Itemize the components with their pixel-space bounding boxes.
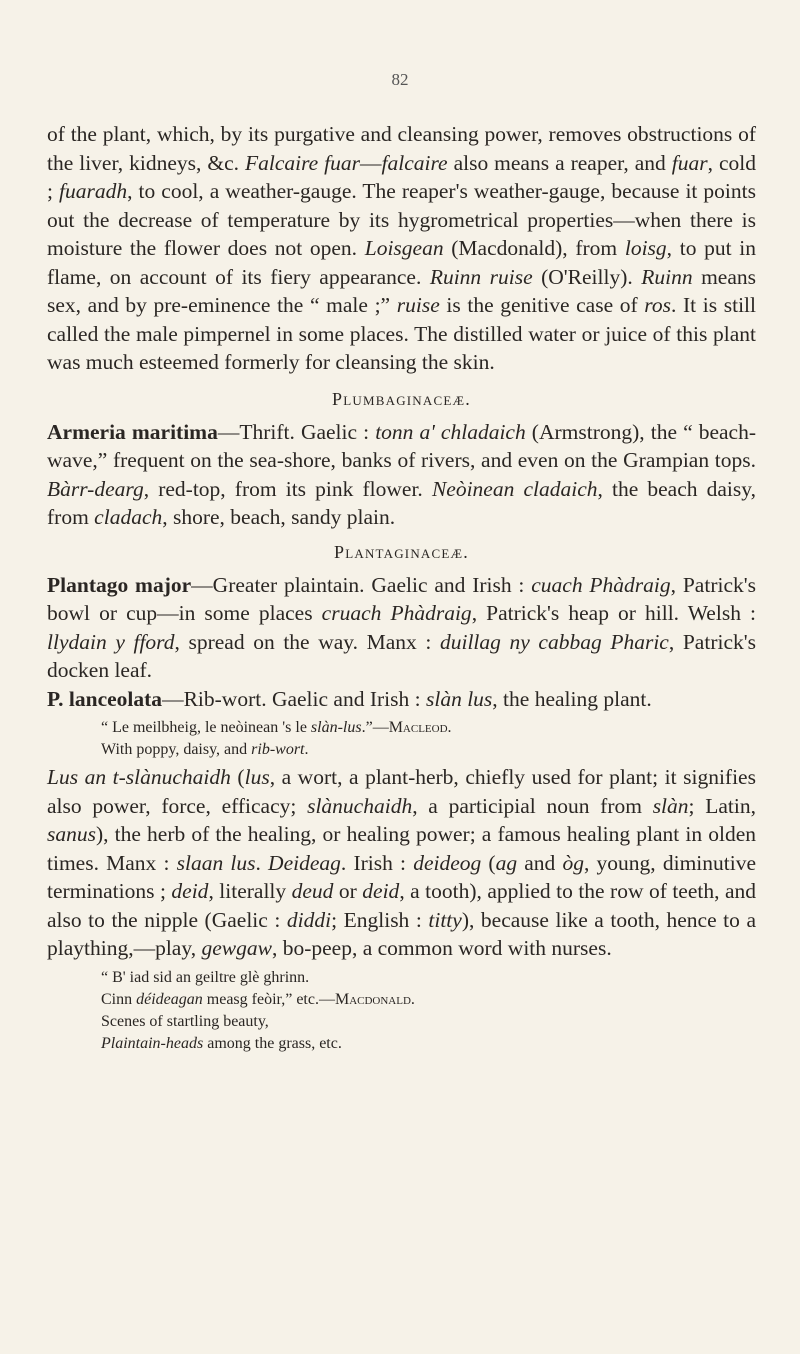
text: , literally <box>208 879 292 903</box>
text: , to cool, a weather-gauge. The reaper's weather-gauge, because it points out the decrease of temperature by its hygrometrical properties—when there is moisture the flower does not open. <box>47 179 756 260</box>
text: , Patrick's heap or hill. Welsh : <box>471 601 756 625</box>
gaelic-term: ag <box>495 850 518 875</box>
paragraph-pimpernel <box>47 120 756 377</box>
section-heading-plumbaginaceae: Plumbaginaceæ. <box>332 388 471 409</box>
gaelic-term: slànuchaidh <box>307 793 413 818</box>
text: , bo-peep, a common word with nurses. <box>271 936 612 960</box>
gaelic-term: tonn a' chladaich <box>375 419 526 444</box>
paragraph-lus-an-tslanuchaidh <box>47 763 756 963</box>
section-heading-plantaginaceae: Plantaginaceæ. <box>334 541 469 562</box>
gaelic-term: gewgaw <box>201 936 272 960</box>
species-name: P. lanceolata <box>47 686 163 711</box>
gaelic-term: loisg <box>624 236 667 260</box>
gaelic-term: Plaintain-heads <box>101 1034 204 1052</box>
text: , Patrick's docken leaf. <box>47 629 756 682</box>
gaelic-term: déideagan <box>136 990 203 1008</box>
gaelic-term: duillag ny cabbag Pharic <box>439 629 669 654</box>
text: also means a reaper, and <box>447 150 672 175</box>
quote-line <box>101 1033 756 1055</box>
gaelic-term: slàn-lus <box>310 719 362 736</box>
text: (Armstrong), the “ beach-wave,” frequent on the sea-shore, banks of rivers, and even on the Grampian tops. <box>47 419 756 472</box>
text: ( <box>481 850 496 875</box>
text: —Greater plaintain. Gaelic and Irish : <box>191 572 532 597</box>
text: or <box>333 879 363 903</box>
text: Cinn <box>101 990 137 1008</box>
gaelic-term: cladach <box>94 505 163 529</box>
gaelic-term: cruach Phàdraig <box>321 601 472 625</box>
paragraph-plantago-major <box>47 571 756 685</box>
text: , spread on the way. Manx : <box>174 629 440 654</box>
gaelic-term: llydain y fford <box>47 629 175 654</box>
text: , a participial noun from <box>412 793 653 818</box>
gaelic-term: fuar <box>671 150 708 175</box>
text: , the beach daisy, from <box>47 476 757 529</box>
text: — <box>360 150 382 175</box>
text: , young, diminutive terminations ; <box>47 850 757 903</box>
text: is the genitive case of <box>439 293 645 317</box>
species-name: Plantago major <box>47 572 192 597</box>
text: among the grass, etc. <box>203 1034 342 1052</box>
text: , Patrick's bowl or cup—in some places <box>47 572 756 625</box>
gaelic-term: Neòinean cladaich <box>431 476 598 501</box>
quote-line <box>101 989 756 1011</box>
attribution: Macdonald. <box>334 990 415 1008</box>
quote-line <box>101 717 756 739</box>
gaelic-term: slàn lus <box>425 686 493 711</box>
gaelic-term: ros <box>644 293 671 317</box>
quote-line <box>101 739 756 761</box>
text: —Thrift. Gaelic : <box>217 419 376 444</box>
text: , the healing plant. <box>492 686 652 711</box>
quote-line: “ B' iad sid an geiltre glè ghrinn. <box>101 968 310 986</box>
text: (Macdonald), from <box>443 236 625 260</box>
text: and <box>517 850 563 875</box>
text: , cold ; <box>47 150 756 203</box>
text: ; English : <box>331 907 429 932</box>
text: measg feòir,” etc.— <box>202 990 335 1008</box>
gaelic-term: Loisgean <box>364 236 444 260</box>
gaelic-term: Deideag <box>268 850 341 875</box>
text: ( <box>230 765 245 789</box>
text: ), because like a tooth, hence to a plaything,—play, <box>47 907 756 960</box>
text: of the plant, which, by its purgative and cleansing power, removes obstructions of the liver, kidneys, &c. <box>47 122 756 175</box>
gaelic-term: deud <box>291 879 334 903</box>
gaelic-term: deideog <box>413 850 482 875</box>
gaelic-term: Lus an t-slànuchaidh <box>47 765 231 789</box>
text: . It is still called the male pimpernel in some places. The distilled water or juice of this plant was much esteemed formerly for cleansing the skin. <box>47 293 756 374</box>
text: (O'Reilly). <box>532 264 642 289</box>
text: ), the herb of the healing, or healing power; a famous healing plant in olden times. Manx : <box>47 822 756 875</box>
species-name: Armeria maritima <box>47 419 218 444</box>
quotation-macleod <box>101 717 756 761</box>
gaelic-term: Ruinn <box>641 264 693 289</box>
gaelic-term: sanus <box>47 822 96 846</box>
gaelic-term: òg <box>562 850 584 875</box>
gaelic-term: ruise <box>396 293 440 317</box>
gaelic-term: deid <box>362 879 400 903</box>
gaelic-term: Ruinn ruise <box>429 264 533 289</box>
text: .”— <box>361 719 389 736</box>
text: ; Latin, <box>688 793 756 818</box>
gaelic-term: deid <box>171 879 209 903</box>
text: , a wort, a plant-herb, chiefly used for plant; it signifies also power, force, efficacy; <box>47 765 756 818</box>
quotation-macdonald <box>101 967 756 1055</box>
text: , to put in flame, on account of its fiery appearance. <box>47 236 757 289</box>
text: . Irish : <box>340 850 414 875</box>
gaelic-term: cuach Phàdraig <box>531 572 671 597</box>
page-number: 82 <box>391 70 409 89</box>
gaelic-term: rib-wort <box>251 741 305 758</box>
text: . <box>255 850 269 875</box>
paragraph-armeria <box>47 418 756 532</box>
gaelic-term: fuaradh <box>59 179 128 203</box>
text: . <box>304 741 309 758</box>
text: , a tooth), applied to the row of teeth, and also to the nipple (Gaelic : <box>47 879 757 932</box>
gaelic-term: falcaire <box>381 150 448 175</box>
paragraph-plantago-lanceolata <box>47 685 756 714</box>
gaelic-term: diddi <box>286 907 332 932</box>
attribution: Macleod. <box>388 719 452 736</box>
gaelic-term: titty <box>428 907 462 932</box>
text: means sex, and by pre-eminence the “ male ;” <box>47 264 756 317</box>
text: , red-top, from its pink flower. <box>143 476 432 501</box>
text: With poppy, daisy, and <box>101 741 252 758</box>
text: , shore, beach, sandy plain. <box>162 505 396 529</box>
gaelic-term: slàn <box>652 793 689 818</box>
quote-line: Scenes of startling beauty, <box>101 1012 269 1030</box>
gaelic-term: lus <box>244 765 270 789</box>
text: —Rib-wort. Gaelic and Irish : <box>162 686 426 711</box>
gaelic-term: Bàrr-dearg <box>47 476 144 501</box>
gaelic-term: Falcaire fuar <box>244 150 361 175</box>
gaelic-term: slaan lus <box>176 850 256 875</box>
text: “ Le meilbheig, le neòinean 's le <box>101 719 311 736</box>
